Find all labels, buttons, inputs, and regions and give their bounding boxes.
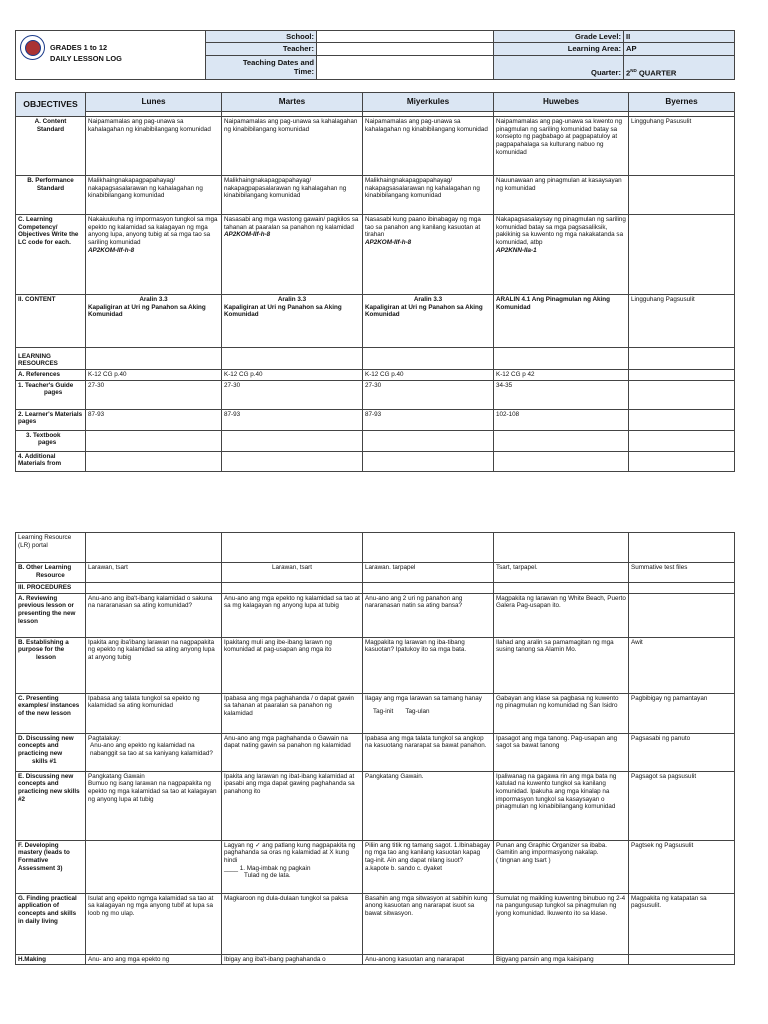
competency-text: Nasasabi kung paano ibinabagay ng mga tao sa panahon ang kanilang kasuotan at tirahan <box>365 216 481 239</box>
season-tag-ulan: Tag-ulan <box>405 708 430 716</box>
log-title-line1: GRADES 1 to 12 <box>50 43 108 52</box>
presenting-text: Ilagay ang mga larawan sa tamang hanay <box>365 694 482 702</box>
cell-text[interactable]: Anu-ano ang mga epekto ng kalamidad sa tao at sa mg kalagayan ng anyong lupa at tubig <box>222 593 363 637</box>
learning-area-value[interactable]: AP <box>624 43 735 55</box>
cell-text[interactable]: 87-93 <box>86 409 222 430</box>
cell-text[interactable]: Larawan. tarpapel <box>363 563 494 583</box>
lesson-subtitle: Kapaligiran at Uri ng Panahon sa Aking Komunidad <box>88 303 206 319</box>
competency-text: Nasasabi ang mga wastong gawain/ pagkilos sa tahanan at paaralan sa panahon ng kalamidad <box>224 216 359 231</box>
making-label: H.Making <box>16 954 86 965</box>
cell-text[interactable] <box>222 583 363 594</box>
lr-portal-label: Learning Resource (LR) portal <box>16 533 86 563</box>
lesson-title: Aralin 3.3 <box>139 296 168 303</box>
cell-text[interactable] <box>629 215 735 295</box>
application-label: G. Finding practical application of concepts and skills in daily living <box>16 893 86 954</box>
cell-text[interactable]: 27-30 <box>363 380 494 409</box>
reviewing-row <box>16 593 735 637</box>
cell-text[interactable] <box>86 451 222 471</box>
cell-text[interactable]: Anu-ano ang mga paghahanda o Gawain na dapat nating gawin sa panahon ng kalamidad <box>222 733 363 771</box>
cell-text[interactable]: ARALIN 4.1 Ang Pinagmulan ng Aking Komunidad <box>494 295 629 348</box>
lesson-title: Aralin 3.3 <box>277 296 307 303</box>
lesson-subtitle: Kapaligiran at Uri ng Panahon sa Aking Komunidad <box>224 303 342 319</box>
cell-text[interactable] <box>363 533 494 563</box>
cell-text[interactable] <box>629 370 735 381</box>
discussing-1-label-2: skills #1 <box>32 757 57 765</box>
teacher-field[interactable] <box>317 43 494 55</box>
cell-text[interactable]: 102-108 <box>494 409 629 430</box>
cell-text[interactable]: Ibigay ang iba't-ibang paghahanda o <box>222 954 363 965</box>
cell-text[interactable]: Lingguhang Pasusulit <box>629 117 735 176</box>
discussing-heading: Pagtalakay: <box>88 734 121 742</box>
day-header-miyerkules: Miyerkules <box>363 93 494 112</box>
learners-materials-row <box>16 409 735 430</box>
cell-text[interactable] <box>86 295 222 348</box>
cell-text[interactable] <box>222 533 363 563</box>
cell-text[interactable] <box>86 583 222 594</box>
cell-text[interactable]: K-12 CG p.40 <box>363 370 494 381</box>
header-table <box>15 30 735 80</box>
school-field[interactable] <box>317 31 494 43</box>
performance-standard-label-2: Standard <box>36 184 65 192</box>
cell-text[interactable] <box>363 451 494 471</box>
content-standard-label-2: Standard <box>36 125 65 133</box>
learning-competency-label: C. Learning Competency/ Objectives Write the LC code for each. <box>16 215 86 295</box>
purpose-row <box>16 637 735 693</box>
mastery-item: ____ 1. Mag-imbak ng pagkain <box>224 864 311 872</box>
references-row <box>16 370 735 381</box>
competency-text: Nakaiuukuha ng impormasyon tungkol sa mga epekto ng kalamidad sa kalagayan ng mga anyong lupa, anyong tubig at sa mga tao sa sariling komunidad <box>88 216 218 247</box>
quiz-options: a.kapote b. sando c. dyaket <box>365 864 443 872</box>
organizer-note: ( tingnan ang tsart ) <box>496 857 551 865</box>
cell-text[interactable]: Ipabasa ang talata tungkol sa epekto ng kalamidad sa ating komunidad <box>86 693 222 733</box>
cell-text[interactable] <box>86 348 222 370</box>
cell-text[interactable]: Ipakita ang larawan ng ibat-ibang kalamidad at ipasabi ang mga dapat gawing paghahanda sa panahong ito <box>222 771 363 840</box>
cell-text[interactable] <box>494 840 629 893</box>
cell-text[interactable]: Naipamamalas ang pag-unawa sa kwento ng pinagmulan ng sariling komunidad batay sa konsepto ng pagbabago at pagpapatuloy at pagpapahalaga sa kulturang nabuo ng komunidad <box>494 117 629 176</box>
other-resources-label-2: Resource <box>36 571 65 579</box>
mastery-row <box>16 840 735 893</box>
cell-text[interactable] <box>222 451 363 471</box>
references-label: A. References <box>16 370 86 381</box>
day-header-huwebes: Huwebes <box>494 93 629 112</box>
cell-text[interactable]: Pagsasabi ng panuto <box>629 733 735 771</box>
mastery-item-cont: Tulad ng de lata. <box>244 872 291 880</box>
mastery-label: F. Developing mastery (leads to Formative Assessment 3) <box>16 840 86 893</box>
cell-text[interactable] <box>494 533 629 563</box>
cell-text[interactable]: Magpakita ng larawan ng iba-tibang kasuotan? Ipatukoy ito sa mga bata. <box>363 637 494 693</box>
textbook-label-1: 3. Textbook <box>26 431 61 439</box>
cell-text[interactable]: Malikhaingnakapagpapahayag/ nakapagpapasalarawan ng kahalagahan ng kinabibilangang komunidad <box>222 176 363 215</box>
presenting-label: C. Presenting examples/ instances of the new lesson <box>16 693 86 733</box>
objectives-table <box>15 92 735 472</box>
purpose-label <box>16 637 86 693</box>
organizer-instruction: Punan ang Graphic Organizer sa ibaba. Gamitin ang impormasyong nakalap. <box>496 841 607 857</box>
cell-text[interactable]: Ipasagot ang mga tanong. Pag-usapan ang sagot sa bawat tanong <box>494 733 629 771</box>
cell-text[interactable]: Magpakita ng larawan ng White Beach, Puerto Galera Pag-usapan ito. <box>494 593 629 637</box>
cell-text[interactable]: Bigyang pansin ang mga kaisipang <box>494 954 629 965</box>
cell-text[interactable] <box>86 733 222 771</box>
cell-text[interactable] <box>363 693 494 733</box>
cell-text[interactable] <box>629 409 735 430</box>
cell-text[interactable] <box>494 215 629 295</box>
cell-text[interactable]: Malikhaingnakapagpapahayag/ nakapagsasalarawan ng kahalagahan ng kinabibilangang komunidad <box>86 176 222 215</box>
cell-text[interactable]: Summative test files <box>629 563 735 583</box>
cell-text[interactable]: Pagtsek ng Pagsusulit <box>629 840 735 893</box>
cell-text[interactable] <box>494 430 629 451</box>
cell-text[interactable] <box>629 430 735 451</box>
competency-text: Nakapagsasalaysay ng pinagmulan ng sariling komunidad batay sa mga pagsasaliksik, pakikinig sa kuwento ng mga nakakatanda sa komunidad, atbp <box>496 216 626 247</box>
day-header-lunes: Lunes <box>86 93 222 112</box>
discussing-2-row <box>16 771 735 840</box>
cell-text[interactable]: Ipabasa ang mga paghahanda / o dapat gawin sa tahanan at paaralan sa panahon ng kalamidad <box>222 693 363 733</box>
cell-text[interactable] <box>222 840 363 893</box>
cell-text[interactable] <box>363 840 494 893</box>
cell-text[interactable]: Naipamamalas ang pag-unawa sa kahalagahan ng kinabibilangang komunidad <box>222 117 363 176</box>
teacher-label: Teacher: <box>206 43 317 55</box>
cell-text[interactable] <box>222 215 363 295</box>
reviewing-label: A. Reviewing previous lesson or presenting the new lesson <box>16 593 86 637</box>
cell-text[interactable]: Awit <box>629 637 735 693</box>
content-row <box>16 295 735 348</box>
season-tag-init: Tag-init <box>373 708 394 716</box>
learning-area-label: Learning Area: <box>494 43 624 55</box>
mastery-instruction: Lagyan ng ✓ ang patlang kung nagpapakita ng paghahanda sa oras ng kalamidad at X kung hindi <box>224 841 356 865</box>
learners-materials-label: 2. Learner's Materials pages <box>16 409 86 430</box>
cell-text[interactable] <box>222 430 363 451</box>
cell-text[interactable]: Anu-ano ang iba't-ibang kalamidad o sakuna na nararanasan sa ating komunidad? <box>86 593 222 637</box>
content-standard-label <box>16 117 86 176</box>
activity-heading: Pangkatang Gawain <box>88 772 145 780</box>
quarter-value[interactable] <box>624 55 735 79</box>
cell-text[interactable] <box>222 348 363 370</box>
cell-text[interactable]: Lingguhang Pagsusulit <box>629 295 735 348</box>
teachers-guide-label-1: 1. Teacher's Guide <box>18 381 74 389</box>
lr-portal-row <box>16 533 735 563</box>
cell-text[interactable]: 27-30 <box>86 380 222 409</box>
discussing-1-row <box>16 733 735 771</box>
performance-standard-row <box>16 176 735 215</box>
season-columns <box>365 708 491 716</box>
cell-text[interactable] <box>629 380 735 409</box>
quarter-suffix: ND <box>630 67 637 73</box>
lc-code: AP2KOM-IIf-h-8 <box>224 231 271 239</box>
learning-competency-row <box>16 215 735 295</box>
cell-text[interactable]: Anu- ano ang mga epekto ng <box>86 954 222 965</box>
purpose-label-1: B. Establishing a purpose for the <box>18 638 69 654</box>
cell-text[interactable]: Isulat ang epekto ngmga kalamidad sa tao at sa kalagayan ng mga anyong tubif at lupa sa loob ng mo ulap. <box>86 893 222 954</box>
textbook-label-2: pages <box>38 439 57 447</box>
textbook-label <box>16 430 86 451</box>
cell-text[interactable] <box>629 954 735 965</box>
textbook-row <box>16 430 735 451</box>
grade-level-label: Grade Level: <box>494 31 624 43</box>
cell-text[interactable]: K-12 CG p.40 <box>86 370 222 381</box>
cell-text[interactable]: Ilahad ang aralin sa pamamagitan ng mga susing tanong sa Alamin Mo. <box>494 637 629 693</box>
other-resources-label-1: B. Other Learning <box>18 564 72 571</box>
cell-text[interactable] <box>86 215 222 295</box>
cell-text[interactable]: Pagsagot sa pagsusulit <box>629 771 735 840</box>
cell-text[interactable]: Gabayan ang klase sa pagbasa ng kuwento ng pinagmulan ng komunidad ng San Isidro <box>494 693 629 733</box>
cell-text[interactable]: Malikhaingnakapagpapahayag/ nakapagsasalarawan ng kahalagahan ng kinabibilangang komunidad <box>363 176 494 215</box>
cell-text[interactable] <box>86 533 222 563</box>
lesson-title: Aralin 3.3 <box>413 296 443 303</box>
cell-text[interactable]: K-12 CG p.40 <box>222 370 363 381</box>
cell-text[interactable] <box>629 451 735 471</box>
dates-field[interactable] <box>317 55 494 79</box>
purpose-label-2: lesson <box>36 654 56 662</box>
quarter-number: 2 <box>626 68 631 78</box>
cell-text[interactable]: 87-93 <box>222 409 363 430</box>
other-resources-label <box>16 563 86 583</box>
cell-text[interactable]: Ipaliwanag na gagawa rin ang mga bata ng katulad na kuwento tungkol sa kanilang komunidad. Ipakuha ang mga kinalap na impormasyon tungkol sa kasaysayan o pinagmulan ng kinabibilangang komunidad <box>494 771 629 840</box>
lc-code: AP2KOM-IIf-h-8 <box>365 239 412 247</box>
presenting-row <box>16 693 735 733</box>
cell-text[interactable] <box>629 176 735 215</box>
quiz-question: Piliin ang titik ng tamang sagot. 1.Ibinabagay ng mga tao ang kanilang kasuotan kapag tag-init. Ain ang dapat nilang isuot? <box>365 841 490 865</box>
content-standard-label-1: A. Content <box>34 118 67 125</box>
cell-text[interactable] <box>86 430 222 451</box>
cell-text[interactable] <box>86 840 222 893</box>
cell-text[interactable] <box>363 295 494 348</box>
discussing-2-label: E. Discussing new concepts and practicing new skills #2 <box>16 771 86 840</box>
cell-text[interactable]: 27-30 <box>222 380 363 409</box>
cell-text[interactable] <box>629 533 735 563</box>
cell-text[interactable] <box>363 430 494 451</box>
application-row <box>16 893 735 954</box>
cell-text[interactable]: 34-35 <box>494 380 629 409</box>
performance-standard-label-1: B. Performance <box>27 177 74 184</box>
procedures-row <box>16 583 735 594</box>
cell-text[interactable] <box>86 771 222 840</box>
content-standard-row <box>16 117 735 176</box>
discussing-1-label <box>16 733 86 771</box>
learning-resources-row <box>16 348 735 370</box>
day-header-byernes: Byernes <box>629 93 735 112</box>
school-label: School: <box>206 31 317 43</box>
learning-resources-label: LEARNING RESOURCES <box>16 348 86 370</box>
lesson-subtitle: Kapaligiran at Uri ng Panahon sa Aking Komunidad <box>365 303 483 319</box>
other-resources-row <box>16 563 735 583</box>
cell-text[interactable]: Naipamamalas ang pag-unawa sa kahalagahan ng kinabibilangang komunidad <box>86 117 222 176</box>
objectives-heading: OBJECTIVES <box>16 93 86 117</box>
discussing-text: Anu-ano ang epekto ng kalamidad na nabanggit sa tao at sa kaniyang kalamidad? <box>90 742 213 758</box>
log-title-line2: DAILY LESSON LOG <box>50 53 122 63</box>
cell-text[interactable]: Ipabasa ang mga talata tungkol sa angkop na kasuotang nararapat sa bawat panahon. <box>363 733 494 771</box>
logo-cell <box>16 31 206 80</box>
log-title <box>50 43 122 64</box>
dates-label <box>206 55 317 79</box>
cell-text[interactable] <box>363 348 494 370</box>
performance-standard-label <box>16 176 86 215</box>
lc-code: AP2KNN-IIa-1 <box>496 246 537 254</box>
cell-text[interactable]: K-12 CG p 42 <box>494 370 629 381</box>
cell-text[interactable]: Anu-ano ang 2 uri ng panahon ang nararanasan natin sa ating bansa? <box>363 593 494 637</box>
teachers-guide-label <box>16 380 86 409</box>
deped-seal-icon <box>20 35 45 60</box>
cell-text[interactable]: Larawan, tsart <box>222 563 363 583</box>
cell-text[interactable]: Ipakita ang iba'ibang larawan na nagpapakita ng epekto ng kalamidad sa ating anyong lupa at anyong tubig <box>86 637 222 693</box>
dates-label-line2: Time: <box>293 67 314 76</box>
cell-text[interactable]: Ipakitang muli ang ibe-ibang larawn ng komunidad at pag-usapan ang mga ito <box>222 637 363 693</box>
quarter-word: QUARTER <box>638 68 677 78</box>
cell-text[interactable] <box>363 215 494 295</box>
cell-text[interactable]: Pagbibigay ng pamantayan <box>629 693 735 733</box>
cell-text[interactable]: Tsart, tarpapel. <box>494 563 629 583</box>
cell-text[interactable]: Basahin ang mga sitwasyon at sabihin kung anong kasuotan ang nararapat isuot sa bawat sitwasyon. <box>363 893 494 954</box>
cell-text[interactable] <box>629 593 735 637</box>
content-label: II. CONTENT <box>16 295 86 348</box>
cell-text[interactable]: Magkaroon ng dula-dulaan tungkol sa paksa <box>222 893 363 954</box>
teachers-guide-row <box>16 380 735 409</box>
lc-code: AP2KOM-IIf-h-8 <box>88 246 135 254</box>
cell-text[interactable] <box>494 583 629 594</box>
grade-level-value[interactable]: II <box>624 31 735 43</box>
cell-text[interactable]: Sumulat ng maikling kuwentng binubuo ng 2-4 na pangungusap tungkol sa pinagmulan ng iyong komunidad. Ikuwento ito sa klase. <box>494 893 629 954</box>
cell-text[interactable]: Anu-anong kasuotan ang nararapat <box>363 954 494 965</box>
additional-materials-label: 4. Additional Materials from <box>16 451 86 471</box>
dates-label-line1: Teaching Dates and <box>242 57 314 67</box>
day-header-martes: Martes <box>222 93 363 112</box>
cell-text[interactable] <box>494 348 629 370</box>
cell-text[interactable]: 87-93 <box>363 409 494 430</box>
teachers-guide-label-2: pages <box>44 389 63 397</box>
procedures-label: III. PROCEDURES <box>16 583 86 594</box>
cell-text[interactable]: Magpakita ng katapatan sa pagsusulit. <box>629 893 735 954</box>
discussing-1-label-1: D. Discussing new concepts and practicing new <box>18 734 74 758</box>
additional-materials-row <box>16 451 735 471</box>
cell-text[interactable] <box>629 348 735 370</box>
cell-text[interactable]: Naipamamalas ang pag-unawa sa kahalagahan ng kinabibilangang komunidad <box>363 117 494 176</box>
activity-text: Bumuo ng isang larawan na nagpapakita ng epekto ng mga kalamidad sa tao at kalagayan ng anyong lupa at tubig <box>88 780 217 803</box>
cell-text[interactable]: Larawan, tsart <box>86 563 222 583</box>
cell-text[interactable] <box>222 295 363 348</box>
procedures-table <box>15 532 735 965</box>
making-row <box>16 954 735 965</box>
cell-text[interactable]: Pangkatang Gawain. <box>363 771 494 840</box>
cell-text[interactable] <box>629 583 735 594</box>
cell-text[interactable]: Nauunawaan ang pinagmulan at kasaysayan ng komunidad <box>494 176 629 215</box>
cell-text[interactable] <box>363 583 494 594</box>
cell-text[interactable] <box>494 451 629 471</box>
quarter-label: Quarter: <box>494 55 624 79</box>
